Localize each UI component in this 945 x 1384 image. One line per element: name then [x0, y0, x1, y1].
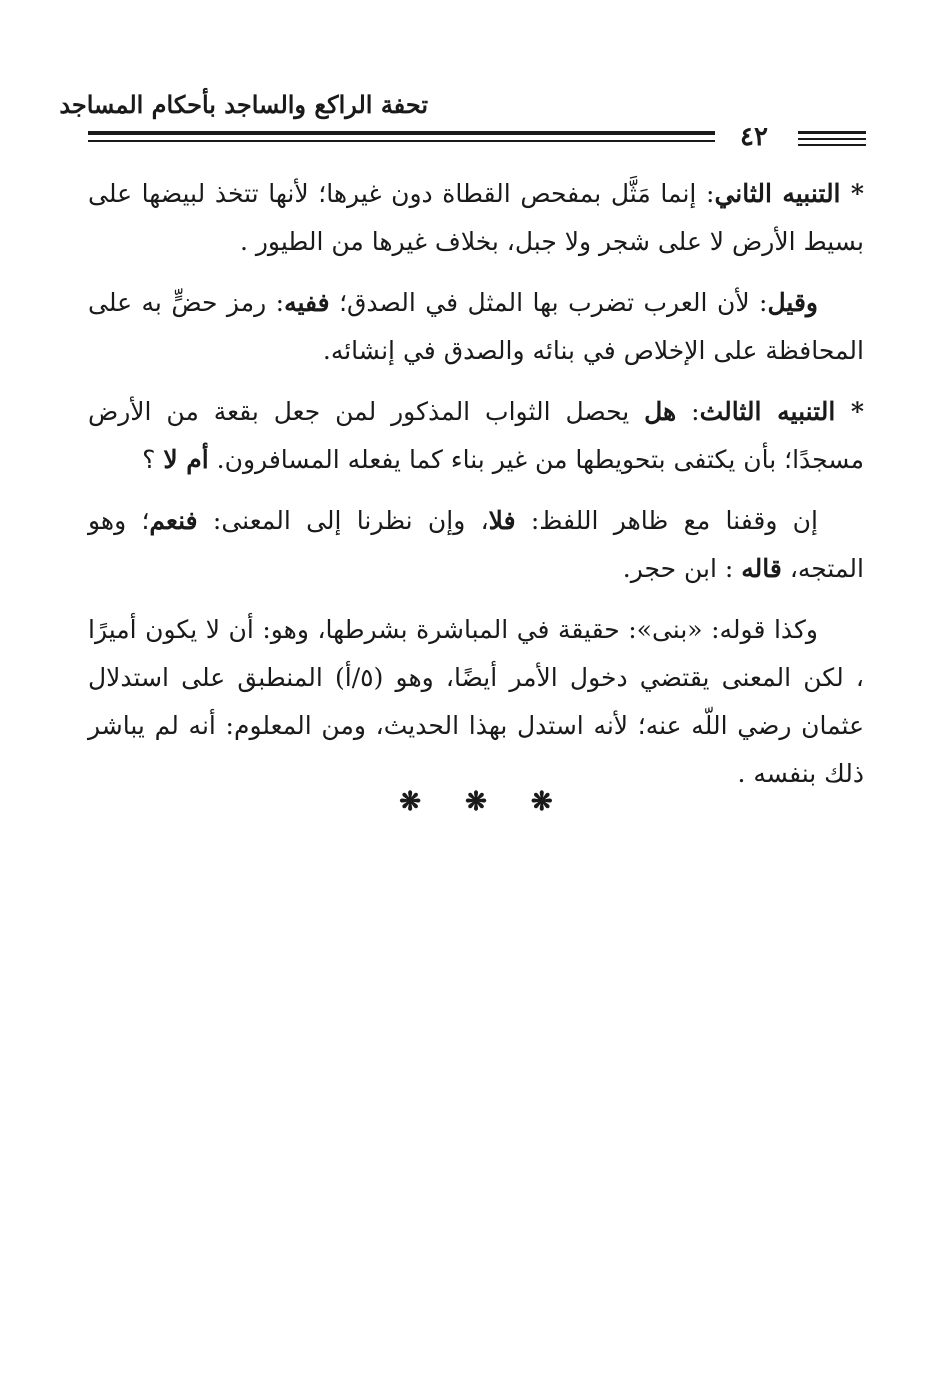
paragraph-text: ، وإن نظرنا إلى المعنى: [197, 506, 489, 535]
asterism-icon: ❋ [465, 787, 487, 817]
paragraph-text: ؛ وهو المتجه، [88, 506, 864, 583]
page-number-rule [798, 138, 866, 140]
running-header-title: تحفة الراكع والساجد بأحكام المساجد [59, 90, 428, 119]
page-number-rule [798, 144, 866, 146]
header-rule-thick [88, 131, 715, 135]
paragraph-text: : [676, 397, 700, 426]
paragraph-text: ؟ [142, 445, 164, 474]
paragraph-built-meaning [88, 606, 864, 798]
paragraph-text: : لأن العرب تضرب بها المثل في الصدق؛ [329, 288, 768, 317]
paragraph-text: : إنما مَثَّل بمفحص القطاة دون غيرها؛ لأنها تتخذ لبيضها على بسيط الأرض لا على شجر ولا جبل، بخلاف غيرها من الطيور . [88, 179, 864, 256]
paragraph-lead-word: وقيل [767, 288, 818, 317]
note-heading: * التنبيه الثاني [714, 179, 864, 208]
paragraph-text: : رمز حضٍّ به على المحافظة على الإخلاص في بنائه والصدق في إنشائه. [88, 288, 864, 365]
emphasis-word: ففيه [284, 288, 330, 317]
emphasis-word: أم لا [163, 445, 209, 474]
emphasis-word: فنعم [149, 506, 198, 535]
body-text [88, 170, 864, 811]
paragraph-answer [88, 497, 864, 593]
paragraph-text: : ابن حجر. [622, 554, 742, 583]
paragraph-third-note [88, 388, 864, 484]
note-heading: * التنبيه الثالث [699, 397, 865, 426]
paragraph-alternative-view [88, 279, 864, 375]
paragraph-second-note [88, 170, 864, 266]
emphasis-word: قاله [741, 554, 782, 583]
header-rule-thin [88, 140, 715, 142]
paragraph-text: إن وقفنا مع ظاهر اللفظ: [515, 506, 818, 535]
page-number: ٤٢ [740, 122, 768, 152]
section-separator [88, 782, 864, 822]
asterism-icon: ❋ [530, 787, 553, 817]
paragraph-text: يحصل الثواب المذكور لمن جعل بقعة من الأرض مسجدًا؛ بأن يكتفى بتحويطها من غير بناء كما يفعله المسافرون. [88, 397, 864, 474]
asterism-icon: ❋ [399, 787, 422, 817]
paragraph-text: وكذا قوله: «بنى»: حقيقة في المباشرة بشرطها، وهو: أن لا يكون أميرًا ، لكن المعنى يقتضي دخول الأمر أيضًا، وهو (٥/أ) المنطبق على استدلال عثمان رضي اللّه عنه؛ لأنه استدل بهذا الحديث، ومن المعلوم: أنه لم يباشر ذلك بنفسه . [88, 615, 864, 788]
emphasis-word: هل [644, 397, 677, 426]
page-number-rule [798, 131, 866, 134]
emphasis-word: فلا [488, 506, 516, 535]
